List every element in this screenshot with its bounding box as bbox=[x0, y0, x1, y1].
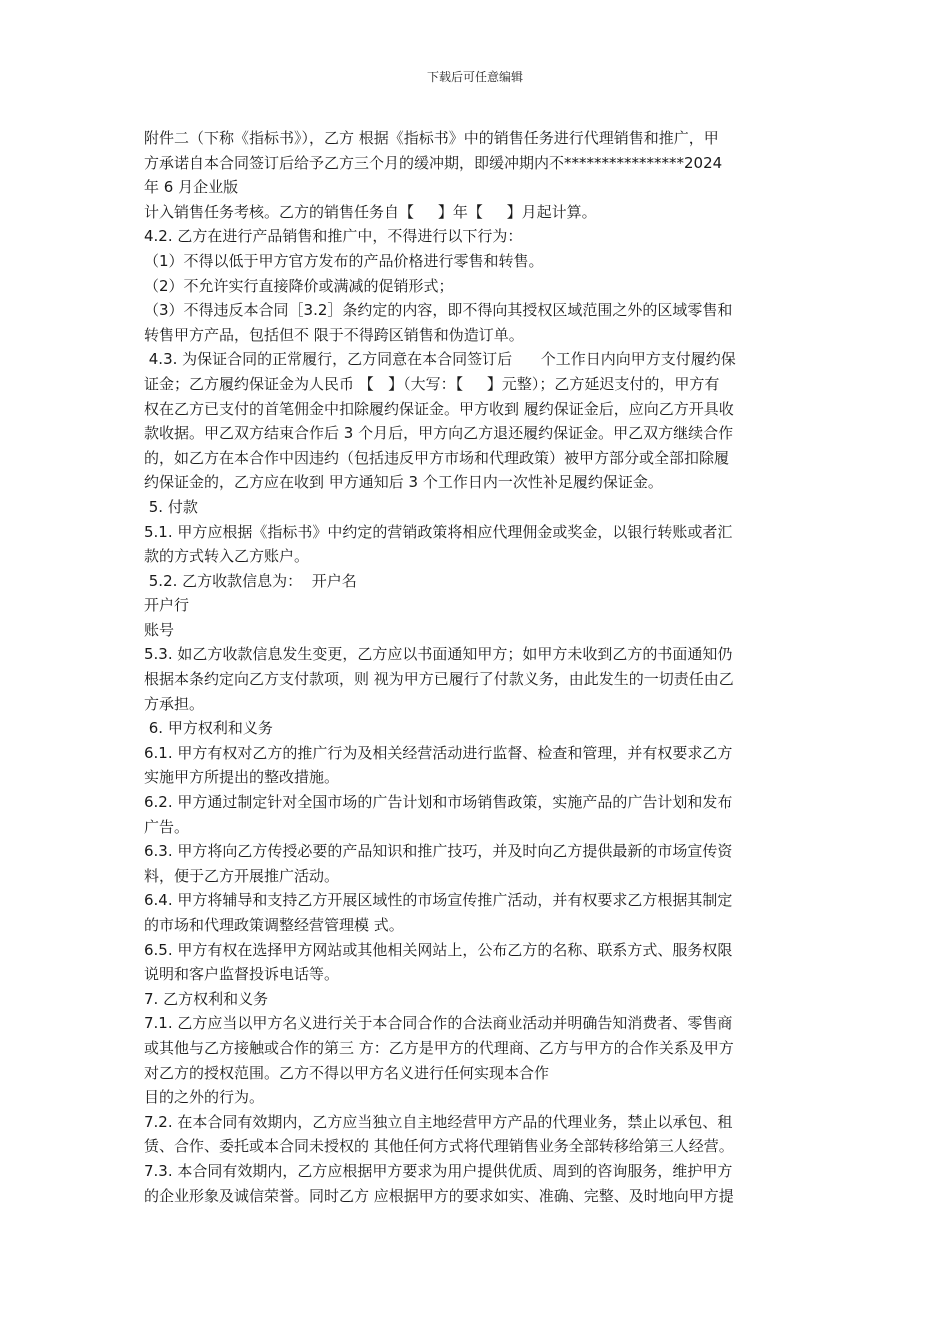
section-heading: 5. 付款 bbox=[144, 497, 198, 516]
text-line: 7.3. 本合同有效期内，乙方应根据甲方要求为用户提供优质、周到的咨询服务，维护甲方 bbox=[144, 1161, 733, 1180]
text-line: 广告。 bbox=[144, 817, 190, 836]
text-line: （3）不得违反本合同［3.2］条约定的内容，即不得向其授权区域范围之外的区域零售和 bbox=[144, 301, 733, 320]
text-line: 转售甲方产品，包括但不 限于不得跨区销售和伪造订单。 bbox=[144, 325, 524, 344]
text-line: 款的方式转入乙方账户。 bbox=[144, 547, 310, 566]
text-line: 6.4. 甲方将辅导和支持乙方开展区域性的市场宣传推广活动，并有权要求乙方根据其制定 bbox=[144, 891, 733, 910]
text-line: 计入销售任务考核。乙方的销售任务自【 】年【 】月起计算。 bbox=[144, 202, 597, 221]
text-line: 款收据。甲乙双方结束合作后 3 个月后，甲方向乙方退还履约保证金。甲乙双方继续合作 bbox=[144, 424, 734, 443]
text-line: 7.2. 在本合同有效期内，乙方应当独立自主地经营甲方产品的代理业务，禁止以承包、租 bbox=[144, 1112, 733, 1131]
text-line: 开户行 bbox=[144, 596, 190, 615]
text-line: 4.2. 乙方在进行产品销售和推广中，不得进行以下行为： bbox=[144, 227, 523, 246]
text-line: （1）不得以低于甲方官方发布的产品价格进行零售和转售。 bbox=[144, 251, 544, 270]
text-line: 实施甲方所提出的整改措施。 bbox=[144, 768, 340, 787]
text-line: 的企业形象及诚信荣誉。同时乙方 应根据甲方的要求如实、准确、完整、及时地向甲方提 bbox=[144, 1186, 734, 1205]
text-line: 权在乙方已支付的首笔佣金中扣除履约保证金。甲方收到 履约保证金后，应向乙方开具收 bbox=[144, 399, 734, 418]
text-line: 账号 bbox=[144, 620, 175, 639]
text-line: 对乙方的授权范围。乙方不得以甲方名义进行任何实现本合作 bbox=[144, 1063, 550, 1082]
text-line: 的市场和代理政策调整经营管理模 式。 bbox=[144, 916, 404, 934]
text-line: 的，如乙方在本合作中因违约（包括违反甲方市场和代理政策）被甲方部分或全部扣除履 bbox=[144, 448, 730, 467]
text-line: 根据本条约定向乙方支付款项，则 视为甲方已履行了付款义务，由此发生的一切责任由乙 bbox=[144, 670, 734, 689]
page-header: 下载后可任意编辑 bbox=[426, 70, 523, 84]
text-line: 方承诺自本合同签订后给予乙方三个月的缓冲期，即缓冲期内不****************2024 bbox=[144, 153, 723, 172]
text-line: 方承担。 bbox=[144, 694, 205, 713]
text-line: 6.3. 甲方将向乙方传授必要的产品知识和推广技巧，并及时向乙方提供最新的市场宣传资 bbox=[144, 842, 733, 861]
text-line: 约保证金的，乙方应在收到 甲方通知后 3 个工作日内一次性补足履约保证金。 bbox=[144, 473, 663, 492]
text-line: 证金；乙方履约保证金为人民币 【 】（大写：【 】元整）；乙方延迟支付的，甲方有 bbox=[144, 374, 720, 393]
section-heading: 6. 甲方权利和义务 bbox=[144, 719, 273, 738]
text-line: 赁、合作、委托或本合同未授权的 其他任何方式将代理销售业务全部转移给第三人经营。 bbox=[144, 1137, 734, 1156]
text-line: 年 6 月企业版 bbox=[144, 178, 239, 197]
text-line: 目的之外的行为。 bbox=[144, 1088, 265, 1107]
document-body bbox=[144, 126, 808, 1208]
text-line: 5.2. 乙方收款信息为： 开户名 bbox=[144, 571, 357, 590]
text-line: 附件二（下称《指标书》），乙方 根据《指标书》中的销售任务进行代理销售和推广，甲 bbox=[144, 129, 719, 147]
text-line: （2）不允许实行直接降价或满减的促销形式； bbox=[144, 276, 454, 295]
text-line: 5.3. 如乙方收款信息发生变更，乙方应以书面通知甲方；如甲方未收到乙方的书面通知仍 bbox=[144, 645, 733, 664]
text-line: 4.3. 为保证合同的正常履行，乙方同意在本合同签订后 个工作日内向甲方支付履约保 bbox=[144, 350, 736, 369]
text-line: 6.5. 甲方有权在选择甲方网站或其他相关网站上，公布乙方的名称、联系方式、服务权限 bbox=[144, 940, 733, 959]
text-line: 6.2. 甲方通过制定针对全国市场的广告计划和市场销售政策，实施产品的广告计划和发布 bbox=[144, 793, 733, 812]
text-line: 说明和客户监督投诉电话等。 bbox=[144, 965, 340, 984]
text-line: 料，便于乙方开展推广活动。 bbox=[144, 866, 340, 885]
text-line: 7.1. 乙方应当以甲方名义进行关于本合同合作的合法商业活动并明确告知消费者、零售商 bbox=[144, 1014, 733, 1033]
text-line: 或其他与乙方接触或合作的第三 方：乙方是甲方的代理商、乙方与甲方的合作关系及甲方 bbox=[144, 1038, 734, 1057]
text-line: 6.1. 甲方有权对乙方的推广行为及相关经营活动进行监督、检查和管理，并有权要求乙方 bbox=[144, 743, 733, 762]
text-line: 5.1. 甲方应根据《指标书》中约定的营销政策将相应代理佣金或奖金，以银行转账或者汇 bbox=[144, 522, 733, 541]
section-heading: 7. 乙方权利和义务 bbox=[144, 989, 269, 1008]
